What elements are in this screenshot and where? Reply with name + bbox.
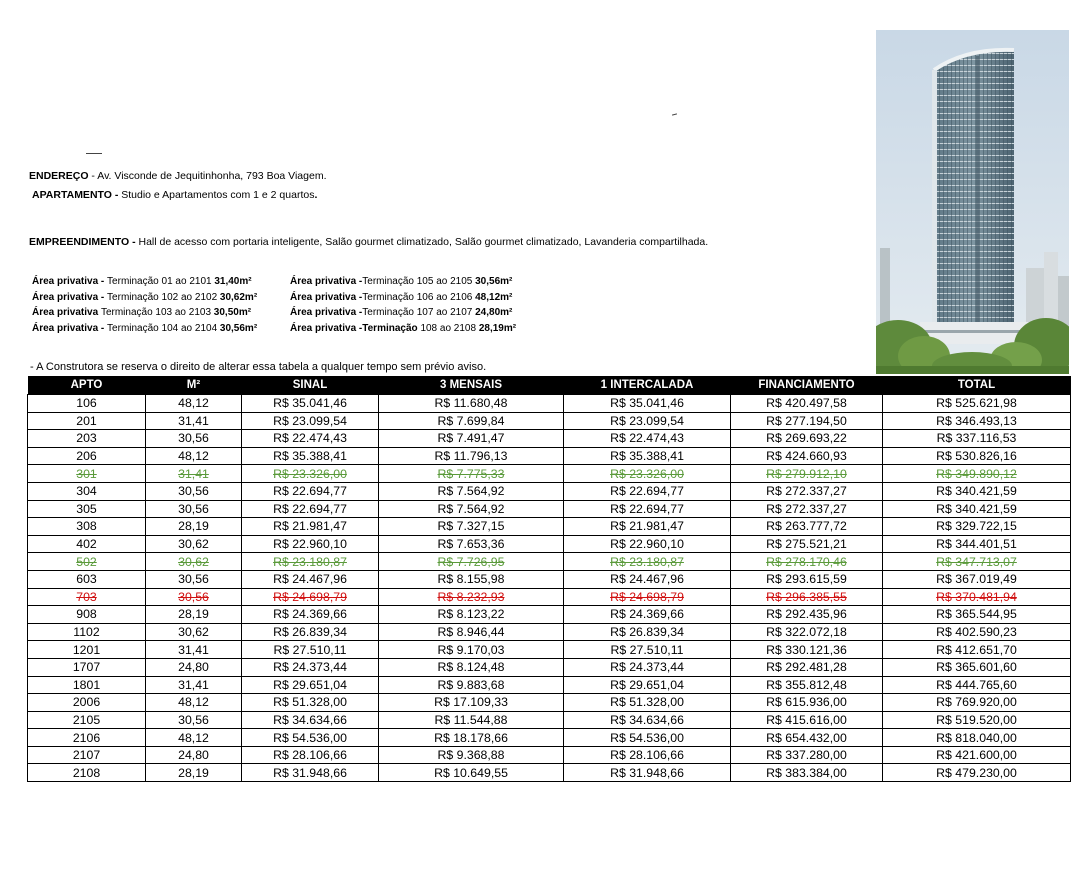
table-cell: 1201 (28, 641, 146, 659)
table-cell: R$ 654.432,00 (731, 729, 883, 747)
table-cell: R$ 8.946,44 (379, 623, 564, 641)
table-cell: R$ 23.099,54 (242, 412, 379, 430)
area-item (32, 290, 290, 306)
table-row (28, 570, 1071, 588)
table-cell: R$ 278.170,46 (731, 553, 883, 571)
area-row (32, 321, 516, 337)
table-cell: R$ 24.369,66 (242, 606, 379, 624)
table-cell: R$ 402.590,23 (883, 623, 1071, 641)
table-row (28, 518, 1071, 536)
table-cell: R$ 330.121,36 (731, 641, 883, 659)
table-cell: R$ 26.839,34 (564, 623, 731, 641)
table-cell: R$ 296.385,55 (731, 588, 883, 606)
table-cell: 1102 (28, 623, 146, 641)
table-cell: R$ 415.616,00 (731, 711, 883, 729)
table-row (28, 746, 1071, 764)
price-table (27, 376, 1071, 782)
table-cell: R$ 18.178,66 (379, 729, 564, 747)
table-cell: 30,56 (146, 711, 242, 729)
table-row (28, 711, 1071, 729)
table-cell: R$ 28.106,66 (564, 746, 731, 764)
table-cell: R$ 8.232,93 (379, 588, 564, 606)
table-row (28, 447, 1071, 465)
table-cell: 30,56 (146, 588, 242, 606)
table-cell: R$ 34.634,66 (564, 711, 731, 729)
area-label: Área privativa - (32, 291, 108, 303)
table-cell: R$ 292.481,28 (731, 658, 883, 676)
table-cell: 31,41 (146, 465, 242, 483)
table-cell: R$ 35.388,41 (242, 447, 379, 465)
table-cell: R$ 525.621,98 (883, 395, 1071, 413)
table-cell: R$ 275.521,21 (731, 535, 883, 553)
apartment-line (32, 188, 317, 202)
address-label: ENDEREÇO (29, 170, 89, 182)
table-cell: R$ 340.421,59 (883, 500, 1071, 518)
table-cell: R$ 24.369,66 (564, 606, 731, 624)
building-photo (876, 30, 1069, 374)
table-cell: R$ 412.651,70 (883, 641, 1071, 659)
table-cell: 30,62 (146, 623, 242, 641)
table-cell: 24,80 (146, 746, 242, 764)
table-cell: R$ 340.421,59 (883, 482, 1071, 500)
table-cell: R$ 367.019,49 (883, 570, 1071, 588)
disclaimer-notice: - A Construtora se reserva o direito de alterar essa tabela a qualquer tempo sem prévio aviso. (30, 361, 487, 373)
table-cell: 2106 (28, 729, 146, 747)
development-label: EMPREENDIMENTO - (29, 236, 136, 248)
table-cell: R$ 519.520,00 (883, 711, 1071, 729)
table-cell: R$ 23.326,00 (242, 465, 379, 483)
table-cell: R$ 29.651,04 (564, 676, 731, 694)
table-cell: 603 (28, 570, 146, 588)
table-cell: R$ 21.981,47 (564, 518, 731, 536)
area-label: Área privativa - (290, 307, 363, 319)
table-cell: R$ 9.170,03 (379, 641, 564, 659)
area-row (32, 290, 516, 306)
table-cell: 28,19 (146, 764, 242, 782)
table-cell: R$ 365.544,95 (883, 606, 1071, 624)
area-item (290, 274, 512, 290)
address-line (29, 169, 327, 183)
table-cell: R$ 370.481,94 (883, 588, 1071, 606)
table-cell: 30,56 (146, 482, 242, 500)
address-text: - Av. Visconde de Jequitinhonha, 793 Boa Viagem. (88, 170, 327, 182)
table-cell: R$ 329.722,15 (883, 518, 1071, 536)
table-cell: 30,56 (146, 570, 242, 588)
table-cell: R$ 10.649,55 (379, 764, 564, 782)
area-label: Área privativa -Terminação (290, 322, 421, 334)
table-cell: R$ 11.680,48 (379, 395, 564, 413)
table-row (28, 606, 1071, 624)
table-cell: R$ 424.660,93 (731, 447, 883, 465)
column-header: FINANCIAMENTO (731, 376, 883, 395)
column-header: SINAL (242, 376, 379, 395)
table-cell: R$ 22.694,77 (564, 500, 731, 518)
table-cell: 30,62 (146, 535, 242, 553)
column-header: M² (146, 376, 242, 395)
table-cell: R$ 35.388,41 (564, 447, 731, 465)
table-cell: R$ 23.180,87 (242, 553, 379, 571)
table-cell: R$ 23.180,87 (564, 553, 731, 571)
table-cell: 28,19 (146, 606, 242, 624)
area-row (32, 274, 516, 290)
column-header: 1 INTERCALADA (564, 376, 731, 395)
table-row (28, 430, 1071, 448)
area-item (32, 274, 290, 290)
table-cell: R$ 8.155,98 (379, 570, 564, 588)
column-header: TOTAL (883, 376, 1071, 395)
table-cell: 1801 (28, 676, 146, 694)
area-text: Terminação 102 ao 2102 (107, 291, 220, 303)
area-label: Área privativa - (32, 322, 108, 334)
area-text: Terminação 107 ao 2107 (362, 307, 476, 319)
table-row (28, 412, 1071, 430)
table-cell: R$ 8.124,48 (379, 658, 564, 676)
stray-mark (86, 153, 102, 154)
table-cell: R$ 24.467,96 (242, 570, 379, 588)
table-cell: 502 (28, 553, 146, 571)
table-cell: R$ 27.510,11 (564, 641, 731, 659)
area-value: 30,50m² (213, 307, 252, 319)
table-cell: R$ 24.467,96 (564, 570, 731, 588)
table-cell: 31,41 (146, 641, 242, 659)
table-cell: R$ 28.106,66 (242, 746, 379, 764)
area-label: Área privativa (32, 307, 101, 319)
table-row (28, 535, 1071, 553)
table-cell: R$ 272.337,27 (731, 482, 883, 500)
table-cell: R$ 24.698,79 (564, 588, 731, 606)
table-cell: 2006 (28, 694, 146, 712)
table-row (28, 588, 1071, 606)
table-cell: R$ 337.116,53 (883, 430, 1071, 448)
area-value: 30,56m² (475, 276, 513, 287)
table-cell: 201 (28, 412, 146, 430)
area-text: Terminação 104 ao 2104 (107, 322, 220, 334)
table-cell: R$ 7.327,15 (379, 518, 564, 536)
table-cell: R$ 34.634,66 (242, 711, 379, 729)
apartment-text: Studio e Apartamentos com 1 e 2 quartos (118, 189, 315, 201)
table-cell: R$ 292.435,96 (731, 606, 883, 624)
table-cell: R$ 272.337,27 (731, 500, 883, 518)
area-label: Área privativa - (290, 291, 363, 303)
area-value: 24,80m² (475, 307, 513, 319)
development-line (29, 235, 708, 249)
table-cell: R$ 263.777,72 (731, 518, 883, 536)
table-cell: R$ 22.474,43 (564, 430, 731, 448)
table-cell: R$ 54.536,00 (242, 729, 379, 747)
apartment-end: . (314, 189, 318, 201)
table-cell: R$ 420.497,58 (731, 395, 883, 413)
column-header: APTO (28, 376, 146, 395)
area-text: 108 ao 2108 (420, 322, 479, 334)
development-text: Hall de acesso com portaria inteligente, Salão gourmet climatizado, Salão gourmet climatizado, Lavanderia compartilhada. (135, 236, 709, 248)
table-header-row (28, 376, 1071, 395)
table-cell: R$ 27.510,11 (242, 641, 379, 659)
table-cell: 30,56 (146, 430, 242, 448)
area-label: Área privativa - (32, 276, 108, 287)
table-cell: 305 (28, 500, 146, 518)
table-cell: R$ 51.328,00 (242, 694, 379, 712)
table-cell: R$ 383.384,00 (731, 764, 883, 782)
area-value: 30,62m² (219, 291, 258, 303)
area-item (290, 321, 516, 337)
table-cell: R$ 421.600,00 (883, 746, 1071, 764)
table-cell: R$ 769.920,00 (883, 694, 1071, 712)
table-cell: R$ 35.041,46 (242, 395, 379, 413)
area-text: Terminação 103 ao 2103 (100, 307, 214, 319)
table-cell: R$ 29.651,04 (242, 676, 379, 694)
table-cell: 48,12 (146, 447, 242, 465)
table-cell: R$ 349.890,12 (883, 465, 1071, 483)
table-row (28, 658, 1071, 676)
table-cell: R$ 8.123,22 (379, 606, 564, 624)
table-cell: 30,62 (146, 553, 242, 571)
table-cell: R$ 7.699,84 (379, 412, 564, 430)
area-value: 28,19m² (478, 322, 517, 334)
table-row (28, 465, 1071, 483)
table-cell: R$ 7.775,33 (379, 465, 564, 483)
table-cell: R$ 365.601,60 (883, 658, 1071, 676)
table-cell: R$ 444.765,60 (883, 676, 1071, 694)
table-row (28, 764, 1071, 782)
private-areas (32, 274, 516, 336)
table-cell: R$ 17.109,33 (379, 694, 564, 712)
table-cell: R$ 54.536,00 (564, 729, 731, 747)
table-cell: R$ 269.693,22 (731, 430, 883, 448)
table-row (28, 729, 1071, 747)
table-cell: R$ 22.694,77 (242, 500, 379, 518)
area-item (290, 290, 512, 306)
table-row (28, 500, 1071, 518)
table-cell: R$ 479.230,00 (883, 764, 1071, 782)
table-cell: R$ 31.948,66 (242, 764, 379, 782)
table-cell: 402 (28, 535, 146, 553)
table-cell: R$ 7.653,36 (379, 535, 564, 553)
area-value: 30,56m² (219, 322, 258, 334)
stray-mark (672, 113, 677, 115)
table-cell: R$ 9.883,68 (379, 676, 564, 694)
area-text: Terminação 01 ao 2101 (107, 276, 215, 287)
table-cell: R$ 24.373,44 (242, 658, 379, 676)
area-item (290, 305, 512, 321)
table-cell: R$ 7.564,92 (379, 482, 564, 500)
table-cell: R$ 9.368,88 (379, 746, 564, 764)
table-cell: R$ 21.981,47 (242, 518, 379, 536)
table-cell: 2105 (28, 711, 146, 729)
table-cell: R$ 35.041,46 (564, 395, 731, 413)
table-cell: 48,12 (146, 694, 242, 712)
table-cell: R$ 347.713,07 (883, 553, 1071, 571)
table-cell: 703 (28, 588, 146, 606)
table-cell: R$ 23.326,00 (564, 465, 731, 483)
area-text: Terminação 106 ao 2106 (362, 291, 476, 303)
area-value: 48,12m² (475, 291, 513, 303)
table-cell: R$ 22.474,43 (242, 430, 379, 448)
table-cell: R$ 344.401,51 (883, 535, 1071, 553)
table-cell: R$ 23.099,54 (564, 412, 731, 430)
table-cell: R$ 530.826,16 (883, 447, 1071, 465)
table-row (28, 641, 1071, 659)
table-row (28, 623, 1071, 641)
area-item (32, 305, 290, 321)
table-row (28, 676, 1071, 694)
table-cell: R$ 615.936,00 (731, 694, 883, 712)
table-cell: 206 (28, 447, 146, 465)
table-cell: R$ 31.948,66 (564, 764, 731, 782)
table-cell: 2108 (28, 764, 146, 782)
table-cell: R$ 22.694,77 (242, 482, 379, 500)
table-cell: 203 (28, 430, 146, 448)
table-cell: R$ 322.072,18 (731, 623, 883, 641)
table-cell: R$ 293.615,59 (731, 570, 883, 588)
table-cell: R$ 7.491,47 (379, 430, 564, 448)
table-cell: R$ 818.040,00 (883, 729, 1071, 747)
table-cell: R$ 24.373,44 (564, 658, 731, 676)
table-cell: 30,56 (146, 500, 242, 518)
table-cell: R$ 26.839,34 (242, 623, 379, 641)
table-cell: 31,41 (146, 676, 242, 694)
area-row (32, 305, 516, 321)
table-cell: 908 (28, 606, 146, 624)
table-cell: 304 (28, 482, 146, 500)
table-cell: R$ 337.280,00 (731, 746, 883, 764)
table-row (28, 694, 1071, 712)
column-header: 3 MENSAIS (379, 376, 564, 395)
table-cell: 31,41 (146, 412, 242, 430)
table-cell: 1707 (28, 658, 146, 676)
area-value: 31,40m² (214, 276, 252, 287)
table-cell: R$ 355.812,48 (731, 676, 883, 694)
area-text: Terminação 105 ao 2105 (362, 276, 476, 287)
table-row (28, 553, 1071, 571)
table-cell: R$ 22.694,77 (564, 482, 731, 500)
table-cell: R$ 11.544,88 (379, 711, 564, 729)
area-item (32, 321, 290, 337)
table-row (28, 482, 1071, 500)
table-cell: 301 (28, 465, 146, 483)
table-cell: R$ 11.796,13 (379, 447, 564, 465)
table-cell: R$ 346.493,13 (883, 412, 1071, 430)
table-cell: 24,80 (146, 658, 242, 676)
table-cell: R$ 22.960,10 (242, 535, 379, 553)
table-cell: 28,19 (146, 518, 242, 536)
building-illustration (876, 30, 1069, 374)
table-cell: R$ 277.194,50 (731, 412, 883, 430)
area-label: Área privativa - (290, 276, 363, 287)
table-row (28, 395, 1071, 413)
table-cell: R$ 24.698,79 (242, 588, 379, 606)
table-cell: 48,12 (146, 395, 242, 413)
table-cell: 2107 (28, 746, 146, 764)
table-body (28, 395, 1071, 782)
table-cell: 308 (28, 518, 146, 536)
table-cell: R$ 279.912,10 (731, 465, 883, 483)
table-cell: 48,12 (146, 729, 242, 747)
table-cell: R$ 51.328,00 (564, 694, 731, 712)
table-cell: R$ 22.960,10 (564, 535, 731, 553)
table-cell: R$ 7.726,95 (379, 553, 564, 571)
apartment-label: APARTAMENTO - (32, 189, 119, 201)
table-cell: 106 (28, 395, 146, 413)
table-cell: R$ 7.564,92 (379, 500, 564, 518)
